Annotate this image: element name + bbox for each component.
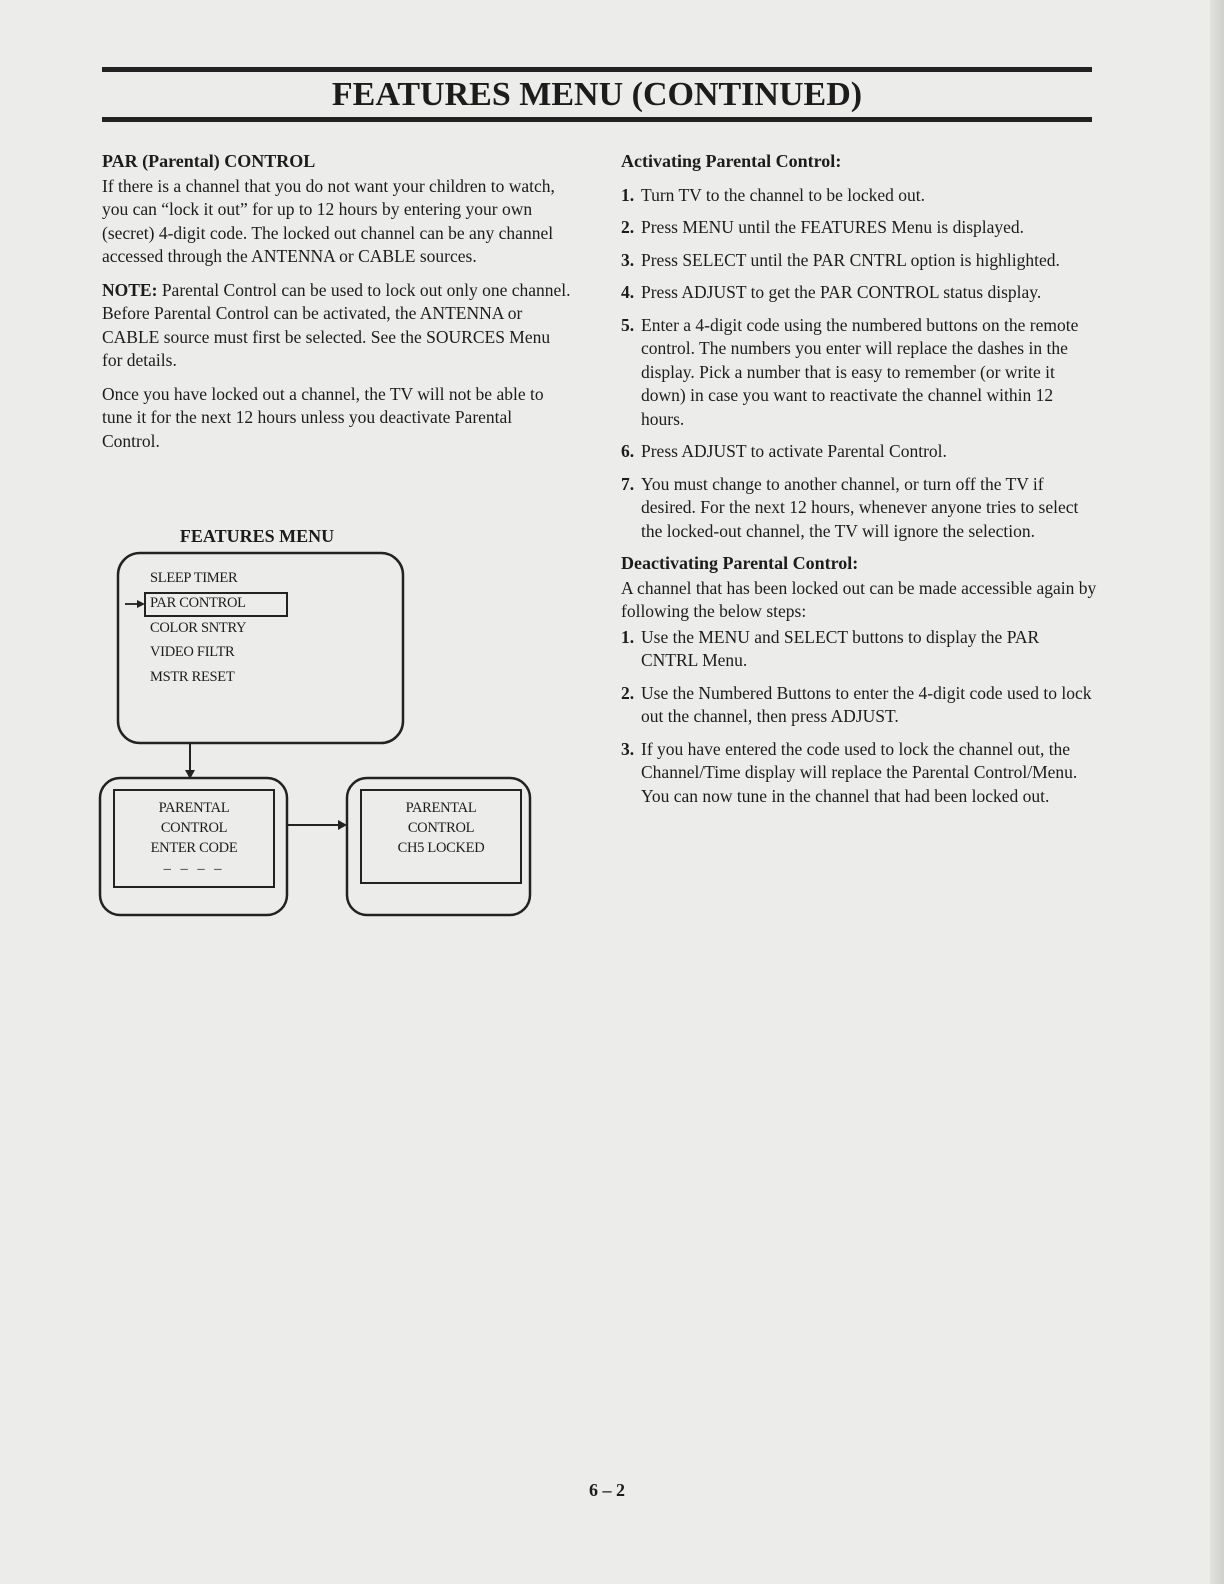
page-title: FEATURES MENU (CONTINUED) <box>331 76 863 113</box>
activating-step <box>621 281 1097 305</box>
locked-screen-line3: CH5 LOCKED <box>397 840 485 856</box>
activating-step <box>621 314 1097 432</box>
step-number: 2. <box>621 682 635 703</box>
menu-item-sleep-timer: SLEEP TIMER <box>150 570 238 586</box>
deactivating-step <box>621 738 1097 809</box>
step-text: Use the Numbered Buttons to enter the 4-digit code used to lock out the channel, then press ADJUST. <box>641 682 1092 726</box>
locked-screen-line2: CONTROL <box>407 820 475 836</box>
enter-screen-line3: ENTER CODE <box>150 840 238 856</box>
activating-steps <box>621 184 1097 544</box>
header-bottom-rule <box>102 117 1092 122</box>
enter-code-screen-text <box>114 798 274 874</box>
step-text: Enter a 4-digit code using the numbered buttons on the remote control. The numbers you enter will replace the dashes in the display. Pick a number that is easy to remember (or write it down) in case you want to reactivate the channel within 12 hours. <box>641 314 1079 429</box>
page-number: 6 – 2 <box>589 1480 625 1500</box>
menu-item-color-sntry: COLOR SNTRY <box>150 620 247 636</box>
step-text: Press ADJUST to get the PAR CONTROL status display. <box>641 282 1042 302</box>
activating-step <box>621 249 1097 273</box>
note-paragraph <box>102 279 572 373</box>
locked-screen-line1: PARENTAL <box>405 800 477 816</box>
deactivating-steps <box>621 626 1097 809</box>
locked-screen-text <box>361 798 521 858</box>
header-top-rule <box>102 67 1092 72</box>
activating-step <box>621 216 1097 240</box>
activating-step <box>621 440 1097 464</box>
activating-title: Activating Parental Control: <box>621 151 842 171</box>
locked-info-paragraph: Once you have locked out a channel, the TV will not be able to tune it for the next 12 hours unless you deactivate Parental Control. <box>102 383 544 451</box>
section-title: PAR (Parental) CONTROL <box>102 151 316 171</box>
page-edge-shadow <box>1210 0 1224 1584</box>
menu-item-mstr-reset: MSTR RESET <box>150 669 235 685</box>
enter-screen-line2: CONTROL <box>160 820 228 836</box>
step-text: You must change to another channel, or turn off the TV if desired. For the next 12 hours, whenever anyone tries to select the locked-out channel, the TV will ignore the selection. <box>641 473 1079 541</box>
deactivating-intro: A channel that has been locked out can be made accessible again by following the below steps: <box>621 577 1097 621</box>
code-dashes: _ _ _ _ <box>163 856 225 872</box>
menu-item-video-filtr: VIDEO FILTR <box>150 644 235 660</box>
right-column <box>621 150 1097 817</box>
note-text: Parental Control can be used to lock out only one channel. Before Parental Control can be activated, the ANTENNA or CABLE source must first be selected. See the SOURCES Menu for details. <box>102 279 571 370</box>
note-label: NOTE: <box>102 279 158 300</box>
left-column <box>102 150 572 463</box>
diagram-title: FEATURES MENU <box>179 526 335 546</box>
step-text: Press ADJUST to activate Parental Control. <box>641 441 947 461</box>
step-number: 3. <box>621 738 635 759</box>
step-text: Press MENU until the FEATURES Menu is displayed. <box>641 217 1025 237</box>
step-text: Use the MENU and SELECT buttons to display the PAR CNTRL Menu. <box>641 626 1040 670</box>
selection-arrow-icon <box>137 600 145 608</box>
step-text: Turn TV to the channel to be locked out. <box>641 184 926 205</box>
step-number: 3. <box>621 249 635 270</box>
deactivating-title: Deactivating Parental Control: <box>621 553 859 573</box>
step-number: 1. <box>621 626 635 647</box>
menu-item-par-control: PAR CONTROL <box>150 595 246 611</box>
step-number: 5. <box>621 314 635 335</box>
step-number: 1. <box>621 184 635 205</box>
enter-screen-line1: PARENTAL <box>158 800 230 816</box>
step-number: 4. <box>621 282 635 302</box>
activating-step <box>621 184 1097 208</box>
arrow-right-icon <box>338 820 347 830</box>
activating-step <box>621 473 1097 544</box>
intro-paragraph: If there is a channel that you do not want your children to watch, you can “lock it out” for up to 12 hours by entering your own (secret) 4-digit code. The locked out channel can be any channel accessed through the ANTENNA or CABLE sources. <box>102 175 555 266</box>
deactivating-step <box>621 682 1097 729</box>
arrow-down-icon <box>185 770 195 779</box>
step-text: Press SELECT until the PAR CNTRL option is highlighted. <box>641 249 1060 270</box>
step-number: 6. <box>621 441 635 461</box>
step-number: 2. <box>621 217 635 237</box>
step-number: 7. <box>621 473 635 494</box>
deactivating-step <box>621 626 1097 673</box>
step-text: If you have entered the code used to lock the channel out, the Channel/Time display will replace the Parental Control/Menu. You can now tune in the channel that had been locked out. <box>641 738 1078 806</box>
